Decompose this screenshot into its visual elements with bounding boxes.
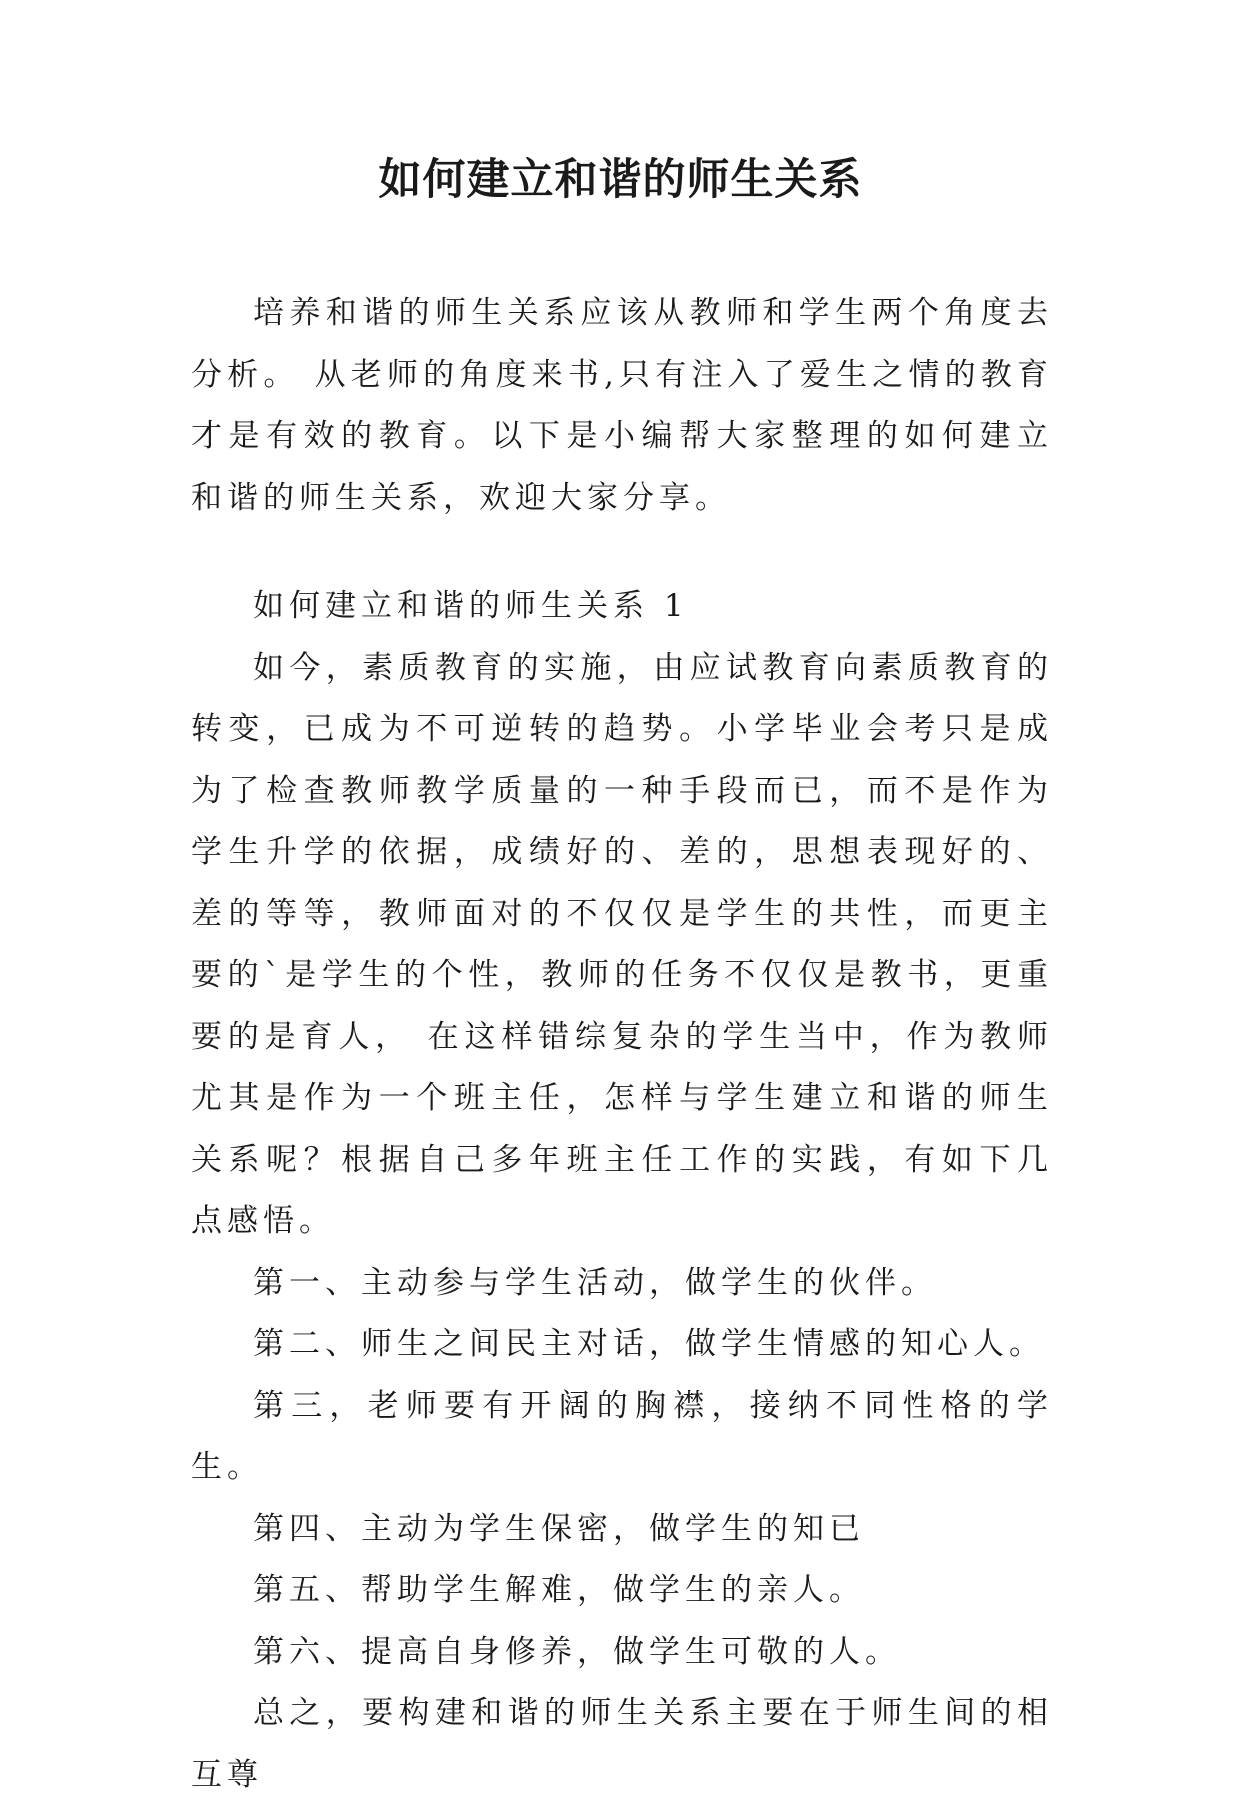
conclusion-paragraph: 总之，要构建和谐的师生关系主要在于师生间的相互尊 (191, 1695, 1053, 1793)
point-one: 第一、主动参与学生活动，做学生的伙伴。 (253, 1264, 937, 1301)
section-1 (191, 576, 1053, 1806)
point-six: 第六、提高自身修养，做学生可敬的人。 (253, 1633, 901, 1670)
point-five: 第五、帮助学生解难，做学生的亲人。 (253, 1572, 865, 1608)
intro-block (191, 283, 1053, 529)
section-heading: 如何建立和谐的师生关系 1 (253, 588, 689, 624)
point-two: 第二、师生之间民主对话，做学生情感的知心人。 (253, 1326, 1045, 1362)
body-paragraph: 如今，素质教育的实施，由应试教育向素质教育的转变，已成为不可逆转的趋势。小学毕业会考只是成为了检查教师教学质量的一种手段而已，而不是作为学生升学的依据，成绩好的、差的，思想表现好的、差的等等，教师面对的不仅仅是学生的共性，而更主要的`是学生的个性，教师的任务不仅仅是教书，更重要的是育人， 在这样错综复杂的学生当中，作为教师尤其是作为一个班主任，怎样与学生建立和谐的师生关系呢？根据自己多年班主任工作的实践，有如下几点感悟。 (191, 649, 1053, 1239)
intro-paragraph: 培养和谐的师生关系应该从教师和学生两个角度去分析。 从老师的角度来书,只有注入了爱生之情的教育才是有效的教育。以下是小编帮大家整理的如何建立和谐的师生关系，欢迎大家分享。 (191, 295, 1053, 516)
point-three: 第三，老师要有开阔的胸襟，接纳不同性格的学生。 (191, 1387, 1053, 1485)
document-title: 如何建立和谐的师生关系 (378, 155, 863, 205)
point-four: 第四、主动为学生保密，做学生的知已 (253, 1510, 865, 1547)
